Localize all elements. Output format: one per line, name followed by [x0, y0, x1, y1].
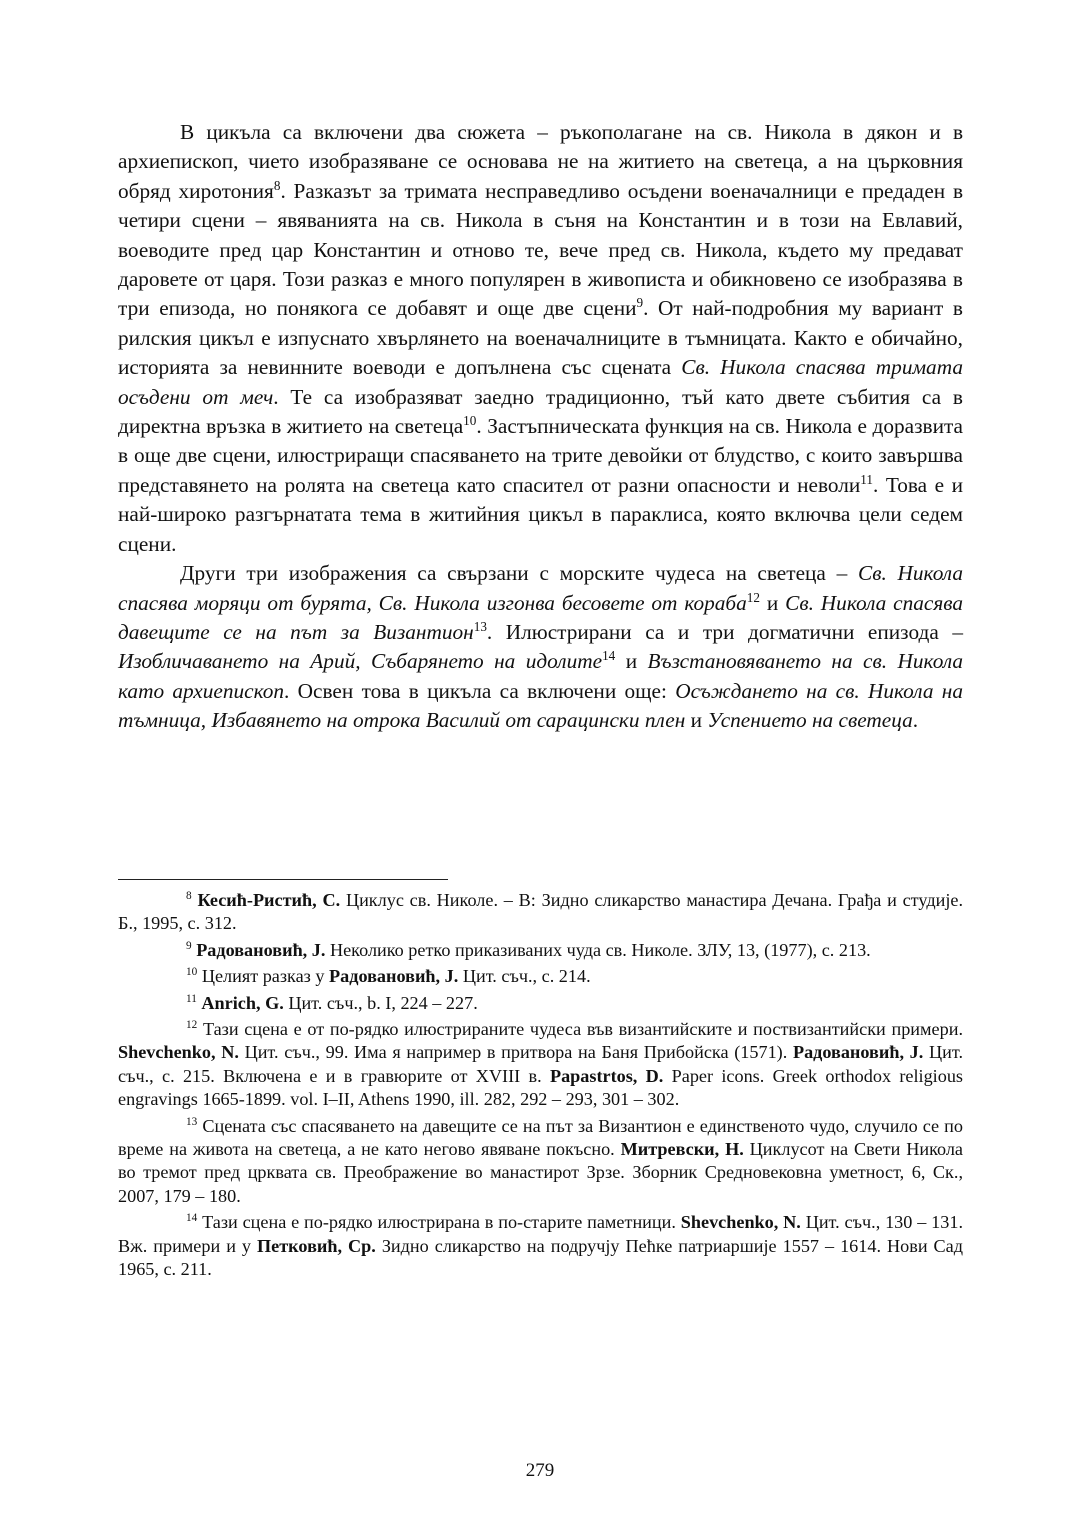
text-run: Неколико ретко приказиваних чуда св. Николе. ЗЛУ, 13, (1977), с. 213. [325, 939, 871, 960]
text-run: и [759, 590, 786, 615]
author-name: Митревски, Н. [620, 1139, 744, 1160]
text-run: Други три изображения са свързани с морските чудеса на светеца – [180, 561, 858, 586]
author-name: Петковић, Ср. [257, 1235, 376, 1256]
italic-title: Осъждането на св. Никола на тъмница, Избавянето на отрока Василий от сарацински плен [118, 678, 963, 733]
footnote-marker: 14 [186, 1212, 198, 1225]
author-name: Shevchenko, N. [680, 1212, 801, 1233]
text-run: Цит. съч., с. 214. [458, 966, 591, 987]
text-run: . Разказът за тримата несправедливо осъдени военачалници е предаден в четири сцени – явяванията на св. Никола в съня на Константин и в този на Евлавий, воеводите пред цар Константин и отново те, вече пред св. Никола, където му предават даровете от царя. Този разказ е много популярен в живописта и обикновено се изобразява в три епизода, но понякога се добавят и още две сцени [118, 178, 964, 321]
text-run: Цит. съч., с. 215. Включена е и в гравюрите от XVIII в. [118, 1042, 964, 1086]
text-run: Целият разказ у [197, 966, 330, 987]
author-name: Shevchenko, N. [118, 1042, 239, 1063]
paragraph-1 [118, 118, 963, 559]
page-number: 279 [525, 1460, 555, 1481]
text-run: Paper icons. Greek orthodox religious engravings 1665-1899. vol. I–II, Athens 1990, ill. 282, 292 – 293, 301 – 302. [118, 1065, 963, 1110]
text-run: Сцената със спасяването на давещите се на път за Византион е единственото чудо, случило се по време на живота на светеца, а не като негово явяване покъсно. [118, 1115, 963, 1160]
text-run: Тази сцена е по-рядко илюстрирана в по-старите паметници. [197, 1212, 681, 1233]
author-name: Anrich, G. [201, 992, 284, 1013]
footnotes [118, 886, 963, 1282]
footnote-9 [118, 939, 963, 962]
text-run: Тази сцена е от по-рядко илюстрираните чудеса във византийските и поствизантийски примери. [197, 1019, 963, 1040]
footnote-marker: 10 [463, 412, 477, 428]
footnote-8 [118, 889, 963, 936]
text-run: . [912, 708, 919, 733]
text-run: . Застъпническата функция на св. Никола е доразвита в още две сцени, илюстриращи спасяването на трите девойки от блудство, с които завършва представянето на ролята на светеца като спасител от разни опасности и неволи [118, 414, 963, 497]
footnote-marker: 13 [473, 618, 487, 634]
text-run: Цит. съч., 99. Има я например в притвора на Баня Прибойска (1571). [238, 1042, 793, 1063]
text-run: Зидно сликарство на подручју Пећке патриаршије 1557 – 1614. Нови Сад 1965, с. 211. [118, 1235, 964, 1280]
text-run: . Илюстрирани са и три догматични епизода – [486, 619, 963, 644]
text-run: и [685, 708, 708, 733]
text-run: . Това е и най-широко разгърнатата тема в житийния цикъл в параклиса, която включва цели седем сцени. [118, 472, 963, 556]
footnote-14 [118, 1211, 963, 1281]
footnote-marker: 10 [186, 966, 198, 979]
paragraph-2 [118, 559, 963, 735]
footnote-13 [118, 1115, 963, 1209]
footnote-marker: 12 [186, 1019, 198, 1032]
footnote-11 [118, 992, 963, 1015]
footnote-12 [118, 1018, 963, 1112]
italic-title: Св. Никола спасява тримата осъдени от меч [118, 355, 963, 409]
text-run: Цит. съч., b. I, 224 – 227. [283, 992, 478, 1013]
footnote-marker: 14 [602, 648, 616, 664]
main-text [118, 118, 963, 736]
italic-title: Св. Никола спасява давещите се на път за Византион [118, 590, 964, 644]
footnote-marker: 12 [746, 589, 760, 605]
italic-title: Изобличаването на Арий, Събарянето на идолите [118, 649, 603, 674]
footnote-marker: 8 [273, 177, 281, 193]
italic-title: Възстановяването на св. Никола като архиепископ [118, 649, 964, 703]
text-run: и [615, 649, 648, 674]
author-name: Радовановић, Ј. [329, 966, 459, 987]
text-run: . От най-подробния му вариант в рилския цикъл е изпуснато хвърлянето на военачалниците в тъмницата. Както е обичайно, историята за невинните воеводи е допълнена със сцената [118, 296, 963, 380]
italic-title: Св. Никола спасява моряци от бурята, Св. Никола изгонва бесовете от кораба [118, 561, 964, 615]
text-run: Циклус св. Николе. – В: Зидно сликарство манастира Дечана. Грађа и студије. Б., 1995, с. 312. [118, 890, 963, 934]
footnote-marker: 8 [186, 890, 192, 903]
footnote-10 [118, 965, 963, 988]
footnote-marker: 11 [860, 471, 873, 487]
text-run: . Те са изобразяват заедно традиционно, тъй като двете събития са в директна връзка в житието на светеца [118, 384, 963, 439]
author-name: Кесић-Ристић, С. [197, 890, 341, 910]
text-run: Циклусот на Свети Никола во тремот пред црквата св. Преображение во манастирот Зрзе. Зборник Средновековна уметност, 6, Ск., 2007, 179 – 180. [118, 1139, 963, 1206]
footnote-marker: 11 [186, 992, 197, 1005]
author-name: Papastrtos, D. [549, 1065, 664, 1086]
footnote-marker: 9 [186, 939, 192, 952]
footnote-separator [118, 879, 448, 880]
italic-title: Успението на светеца [707, 708, 913, 733]
footnote-marker: 9 [636, 295, 644, 311]
author-name: Радовановић, Ј. [792, 1042, 924, 1063]
text-run: . Освен това в цикъла са включени още: [284, 678, 676, 703]
author-name: Радовановић, Ј. [196, 939, 326, 960]
text-run: Цит. съч., 130 – 131. Вж. примери и у [118, 1212, 963, 1256]
text-run: В цикъла са включени два сюжета – ръкополагане на св. Никола в дякон и в архиепископ, чието изобразяване се основава не на житието на светеца, а на църковния обряд хиротония [118, 120, 963, 203]
footnote-marker: 13 [186, 1115, 198, 1128]
